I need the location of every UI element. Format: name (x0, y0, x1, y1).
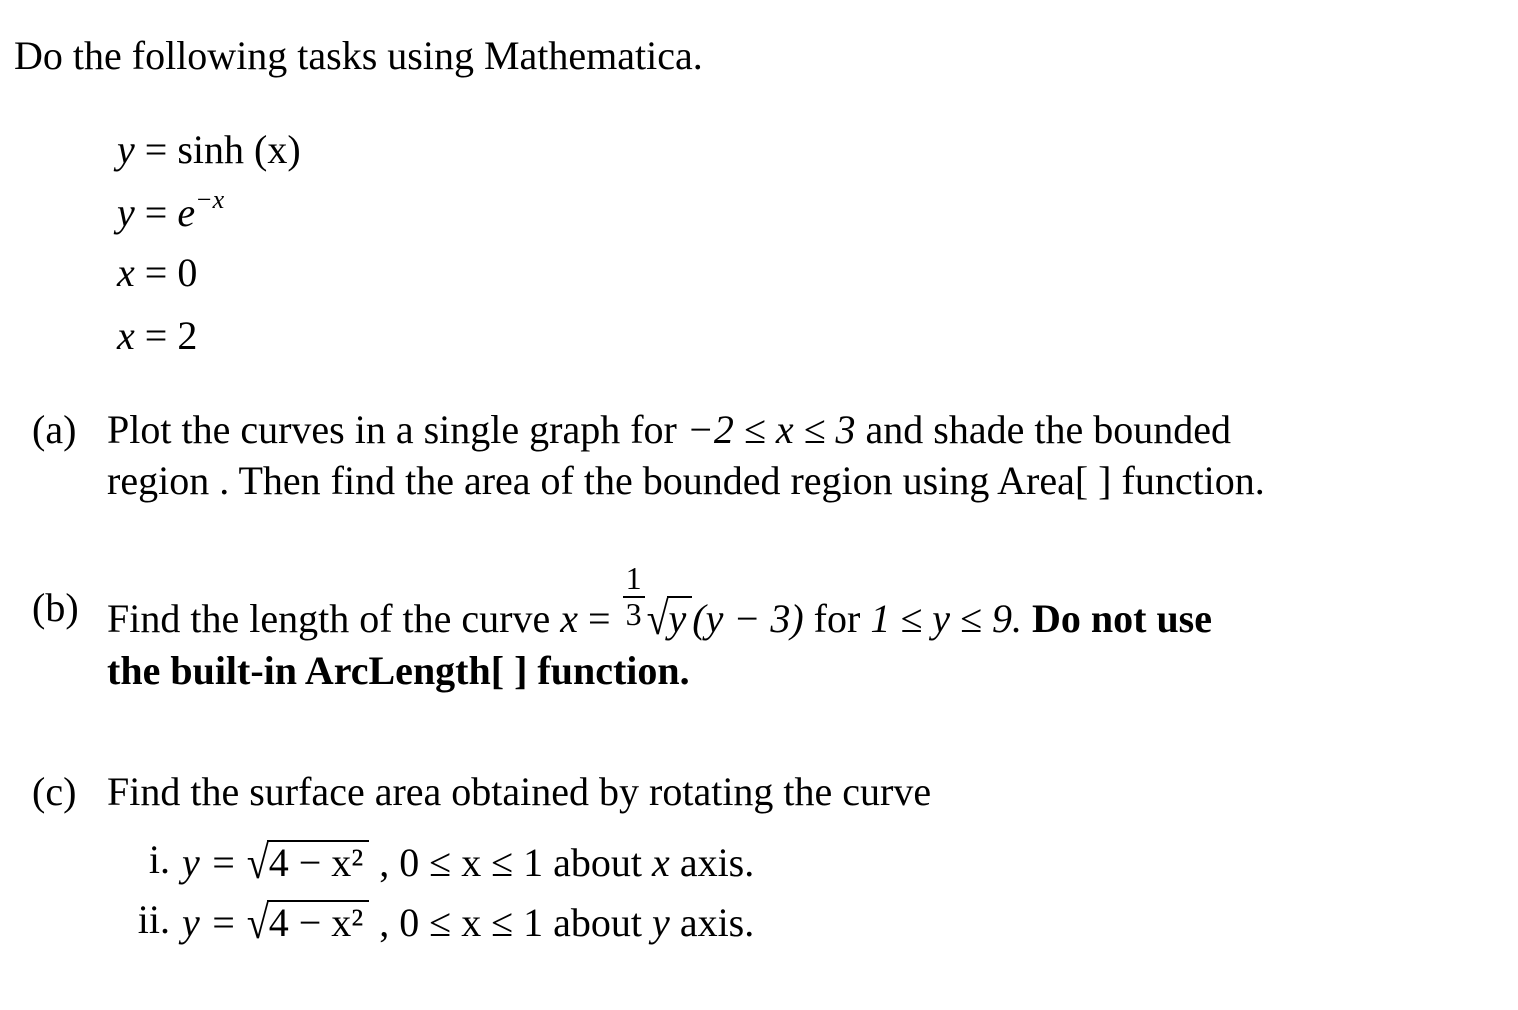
part-a-line1-pre: Plot the curves in a single graph for (107, 407, 687, 452)
part-b-var: x (560, 595, 578, 641)
part-a-line2: region . Then find the area of the bounded region using Area[ ] function. (107, 458, 1265, 503)
eq4-lhs: x (117, 313, 135, 358)
eq2-exponent: −x (195, 185, 225, 214)
part-b-fraction (623, 562, 645, 631)
eq4-op: = (144, 313, 168, 358)
item-ii-radicand: 4 − x² (267, 900, 370, 943)
item-i-radicand: 4 − x² (267, 840, 370, 883)
equation-exp (117, 185, 225, 235)
item-i-range: , 0 ≤ x ≤ 1 (379, 840, 544, 885)
item-ii-lhs: y = (182, 900, 237, 945)
part-a-line1-post: and shade the bounded (855, 407, 1231, 452)
radical-sign: √ (646, 592, 669, 645)
item-ii-label: ii. (137, 897, 170, 942)
part-b-eq: = (588, 595, 611, 641)
part-b-pre: Find the length of the curve (107, 595, 561, 641)
eq3-lhs: x (117, 250, 135, 295)
item-ii-range: , 0 ≤ x ≤ 1 (379, 900, 544, 945)
eq1-lhs: y (117, 127, 135, 172)
part-c-text: Find the surface area obtained by rotating the curve (107, 769, 932, 814)
item-i-label: i. (148, 837, 170, 882)
part-b-frac-num: 1 (623, 562, 645, 598)
equation-x0 (117, 250, 198, 295)
intro-text: Do the following tasks using Mathematica. (14, 33, 703, 78)
radical-sign: √ (246, 896, 269, 949)
eq2-base: e (177, 190, 196, 235)
part-b-bold1: Do not use (1031, 595, 1213, 641)
item-i-about-post: axis. (669, 840, 755, 885)
part-b-mid: for (803, 595, 871, 641)
part-b-sqrt (646, 592, 693, 645)
item-ii-body (182, 896, 755, 949)
equation-x2 (117, 313, 198, 358)
eq2-lhs: y (117, 190, 135, 235)
item-i-body (182, 836, 755, 889)
eq2-op: = (144, 190, 168, 235)
part-a-line1-math: −2 ≤ x ≤ 3 (686, 407, 856, 452)
part-c-label: (c) (32, 769, 77, 814)
radical-sign: √ (246, 836, 269, 889)
part-a-line1 (107, 407, 1231, 452)
item-i-about-pre: about (553, 840, 653, 885)
part-a-label: (a) (32, 407, 77, 452)
item-ii-sqrt (246, 896, 370, 949)
eq4-rhs: 2 (177, 313, 198, 358)
item-ii-about-post: axis. (669, 900, 755, 945)
part-b-radicand: y (667, 596, 693, 639)
part-b-factor: (y − 3) (692, 595, 804, 641)
eq3-rhs: 0 (177, 250, 198, 295)
item-i-sqrt (246, 836, 370, 889)
part-b-line1 (107, 560, 1213, 645)
item-ii-axis-var: y (652, 900, 670, 945)
item-ii-about-pre: about (553, 900, 653, 945)
item-i-axis-var: x (652, 840, 670, 885)
part-b-frac-den: 3 (625, 595, 642, 632)
eq1-op: = (144, 127, 168, 172)
equation-sinh (117, 127, 301, 172)
part-b-bold2: the built-in ArcLength[ ] function. (107, 648, 690, 693)
item-i-lhs: y = (182, 840, 237, 885)
part-b-label: (b) (32, 585, 79, 630)
eq1-rhs: sinh (x) (177, 127, 301, 172)
eq3-op: = (144, 250, 168, 295)
part-b-range: 1 ≤ y ≤ 9. (870, 595, 1022, 641)
